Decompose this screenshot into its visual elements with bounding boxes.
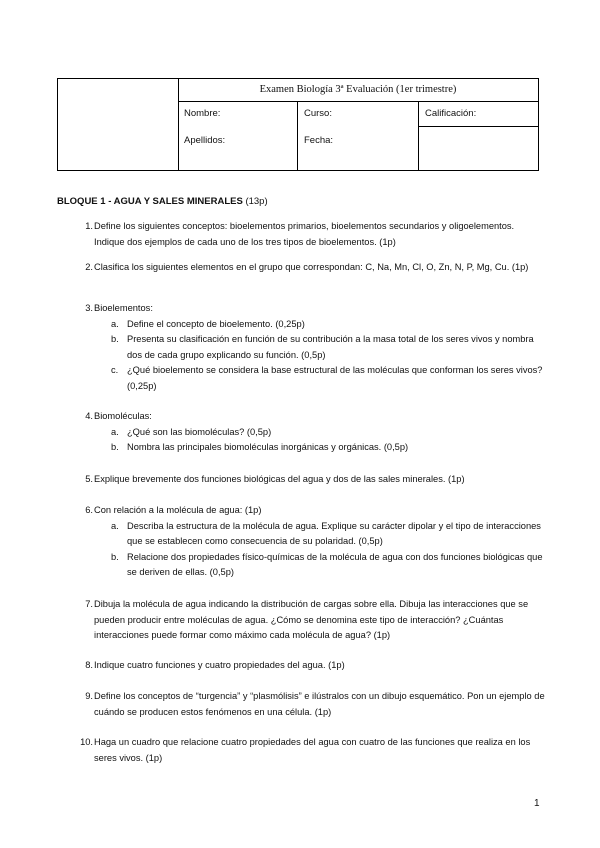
- sub-question-4a: [111, 425, 547, 441]
- question-9: [57, 689, 547, 720]
- sub-text: ¿Qué bioelemento se considera la base estructural de las moléculas que conforman los seres vivos? (0,25p): [127, 365, 543, 391]
- sub-letter: c.: [111, 365, 119, 375]
- question-text: Explique brevemente dos funciones biológicas del agua y dos de las sales minerales. (1p): [94, 474, 465, 484]
- question-number: 3.: [85, 303, 93, 313]
- question-number: 4.: [85, 411, 93, 421]
- nombre-label: Nombre:: [184, 108, 221, 119]
- question-text: Indique cuatro funciones y cuatro propiedades del agua. (1p): [94, 660, 345, 670]
- calificacion-label: Calificación:: [425, 108, 477, 119]
- question-5: [57, 472, 547, 488]
- question-3: [57, 301, 547, 394]
- block-points: (13p): [245, 196, 268, 207]
- apellidos-label: Apellidos:: [184, 135, 226, 146]
- question-text: Biomoléculas:: [94, 411, 152, 421]
- question-number: 5.: [85, 474, 93, 484]
- course-column: [298, 101, 419, 170]
- sub-letter: a.: [111, 426, 119, 437]
- sub-text: Presenta su clasificación en función de su contribución a la masa total de los seres vivos y nombra dos de cada grupo explicando su función. (0,5p): [127, 334, 534, 360]
- question-6: [57, 503, 547, 581]
- question-7: [57, 597, 547, 644]
- curso-label: Curso:: [304, 108, 332, 119]
- sub-letter: b.: [111, 334, 119, 344]
- grade-column: [419, 101, 538, 170]
- sub-text: ¿Qué son las biomoléculas? (0,5p): [127, 426, 272, 437]
- sub-text: Relacione dos propiedades físico-químicas de la molécula de agua con dos funciones biológicas que se deriven de ellas. (0,5p): [127, 551, 543, 577]
- question-number: 8.: [85, 660, 93, 670]
- question-number: 2.: [85, 262, 93, 272]
- sub-question-3b: [111, 332, 547, 363]
- sub-letter: a.: [111, 318, 119, 329]
- question-text: Clasifica los siguientes elementos en el grupo que correspondan: C, Na, Mn, Cl, O, Zn, N, P, Mg, Cu. (1p): [94, 262, 529, 272]
- fecha-label: Fecha:: [304, 135, 334, 146]
- block-title-text: BLOQUE 1 - AGUA Y SALES MINERALES: [57, 196, 243, 207]
- logo-cell: [58, 79, 179, 170]
- question-text: Define los conceptos de “turgencia” y “plasmólisis” e ilústralos con un dibujo esquemático. Pon un ejemplo de cuándo se producen estos fenómenos en una célula. (1p): [94, 691, 545, 717]
- question-2: [57, 260, 547, 276]
- question-number: 7.: [85, 599, 93, 609]
- sub-question-4b: [111, 440, 547, 456]
- sub-text: Define el concepto de bioelemento. (0,25p): [127, 318, 305, 329]
- sub-question-6b: [111, 550, 547, 581]
- question-number: 1.: [85, 221, 93, 231]
- sub-question-3a: [111, 317, 547, 333]
- question-4: [57, 409, 547, 456]
- name-column: [178, 101, 298, 170]
- question-text: Con relación a la molécula de agua: (1p): [94, 505, 262, 515]
- header-table: [57, 78, 539, 171]
- question-8: [57, 658, 547, 674]
- sub-letter: b.: [111, 442, 119, 452]
- question-number: 6.: [85, 505, 93, 515]
- sub-text: Nombra las principales biomoléculas inorgánicas y orgánicas. (0,5p): [127, 442, 409, 452]
- question-text: Define los siguientes conceptos: bioelementos primarios, bioelementos secundarios y oligoelementos. Indique dos ejemplos de cada uno de los tres tipos de bioelementos. (1p): [94, 221, 515, 247]
- grade-box-divider: [419, 126, 538, 127]
- question-1: [57, 219, 547, 250]
- question-number: 9.: [85, 691, 93, 701]
- sub-letter: a.: [111, 520, 119, 531]
- exam-title: Examen Biología 3ª Evaluación (1er trimestre): [178, 79, 538, 102]
- block-title: [57, 196, 268, 207]
- page-number: 1: [534, 798, 540, 809]
- question-10: [57, 735, 547, 766]
- sub-question-6a: [111, 519, 547, 550]
- question-text: Haga un cuadro que relacione cuatro propiedades del agua con cuatro de las funciones que realiza en los seres vivos. (1p): [94, 737, 531, 763]
- question-text: Bioelementos:: [94, 303, 153, 313]
- sub-text: Describa la estructura de la molécula de agua. Explique su carácter dipolar y el tipo de interacciones que se establecen como consecuencia de su polaridad. (0,5p): [127, 520, 541, 546]
- sub-question-3c: [111, 363, 547, 394]
- question-number: 10.: [80, 737, 93, 747]
- sub-letter: b.: [111, 551, 119, 562]
- question-text: Dibuja la molécula de agua indicando la distribución de cargas sobre ella. Dibuja las interacciones que se pueden producir entre moléculas de agua. ¿Cómo se denomina este tipo de interacción? ¿Cuántas interacciones puede formar como máximo cada molécula de agua? (1p): [94, 599, 529, 640]
